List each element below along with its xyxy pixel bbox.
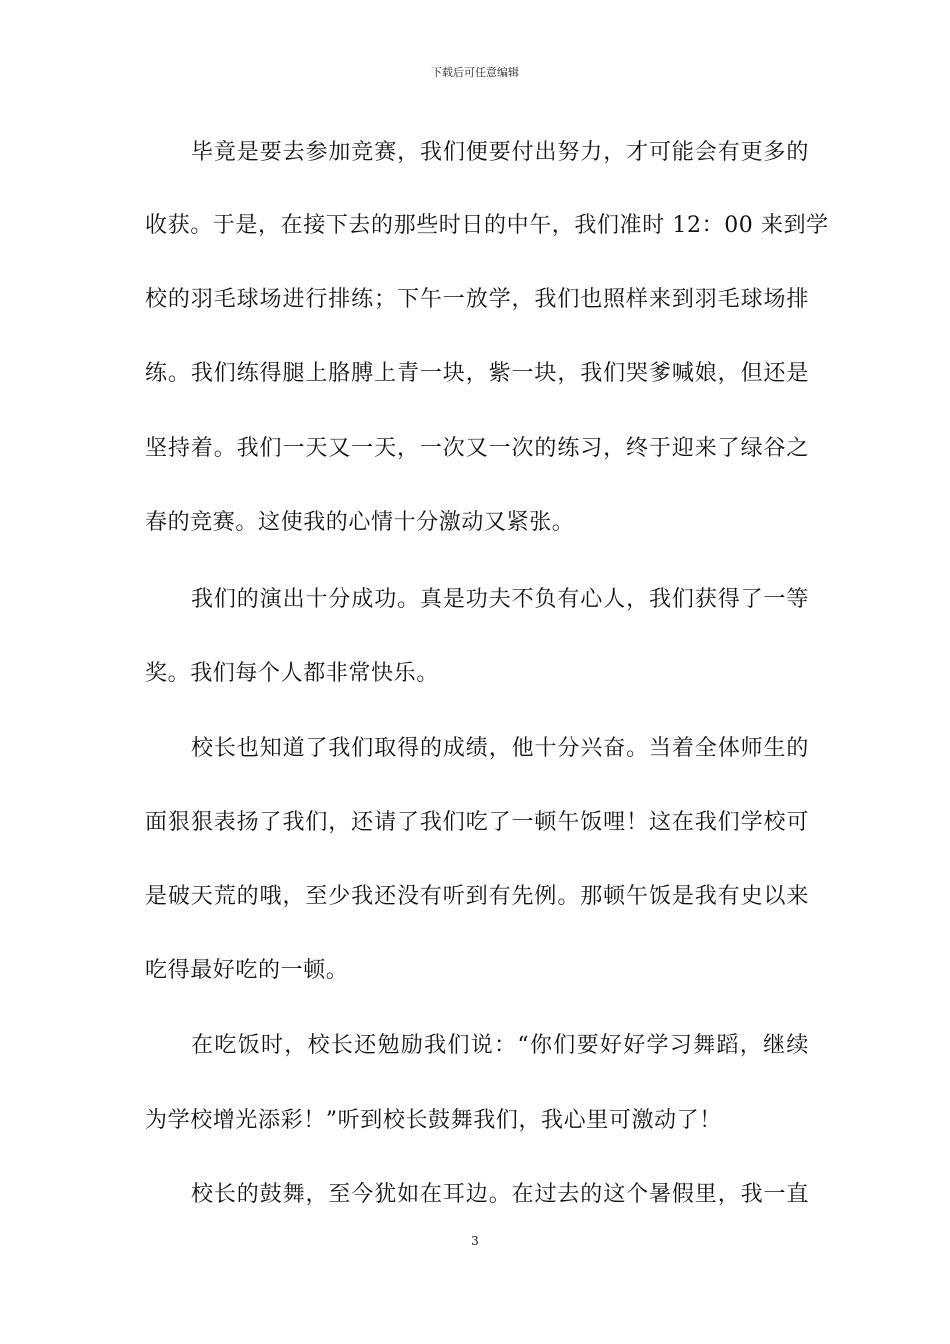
paragraph-1-line-1: 毕竟是要去参加竞赛，我们便要付出努力，才可能会有更多的 <box>191 140 809 165</box>
paragraph-3-line-3: 是破天荒的哦，至少我还没有听到有先例。那顿午饭是我有史以来 <box>145 884 809 909</box>
paragraph-1-line-4: 练。我们练得腿上胳膊上青一块，紫一块，我们哭爹喊娘，但还是 <box>145 361 809 386</box>
paragraph-3-line-2: 面狠狠表扬了我们，还请了我们吃了一顿午饭哩！这在我们学校可 <box>145 810 809 835</box>
paragraph-2-line-2: 奖。我们每个人都非常快乐。 <box>145 661 439 686</box>
paragraph-5-line-1: 校长的鼓舞，至今犹如在耳边。在过去的这个暑假里，我一直 <box>191 1182 809 1207</box>
paragraph-4-line-1: 在吃饭时，校长还勉励我们说：“你们要好好学习舞蹈，继续 <box>191 1033 809 1058</box>
paragraph-1-line-5: 坚持着。我们一天又一天，一次又一次的练习，终于迎来了绿谷之 <box>145 436 809 461</box>
paragraph-2-line-1: 我们的演出十分成功。真是功夫不负有心人，我们获得了一等 <box>191 587 809 612</box>
page-header-note: 下载后可任意编辑 <box>431 66 519 79</box>
page-number: 3 <box>471 1234 479 1248</box>
paragraph-1-line-2: 收获。于是，在接下去的那些时日的中午，我们准时 12：00 来到学 <box>145 213 829 238</box>
paragraph-1-line-3: 校的羽毛球场进行排练；下午一放学，我们也照样来到羽毛球场排 <box>145 287 809 312</box>
paragraph-3-line-1: 校长也知道了我们取得的成绩，他十分兴奋。当着全体师生的 <box>191 736 809 761</box>
paragraph-4-line-2: 为学校增光添彩！”听到校长鼓舞我们，我心里可激动了！ <box>145 1108 722 1133</box>
paragraph-1-line-6: 春的竞赛。这使我的心情十分激动又紧张。 <box>145 510 575 535</box>
paragraph-3-line-4: 吃得最好吃的一顿。 <box>145 958 349 983</box>
